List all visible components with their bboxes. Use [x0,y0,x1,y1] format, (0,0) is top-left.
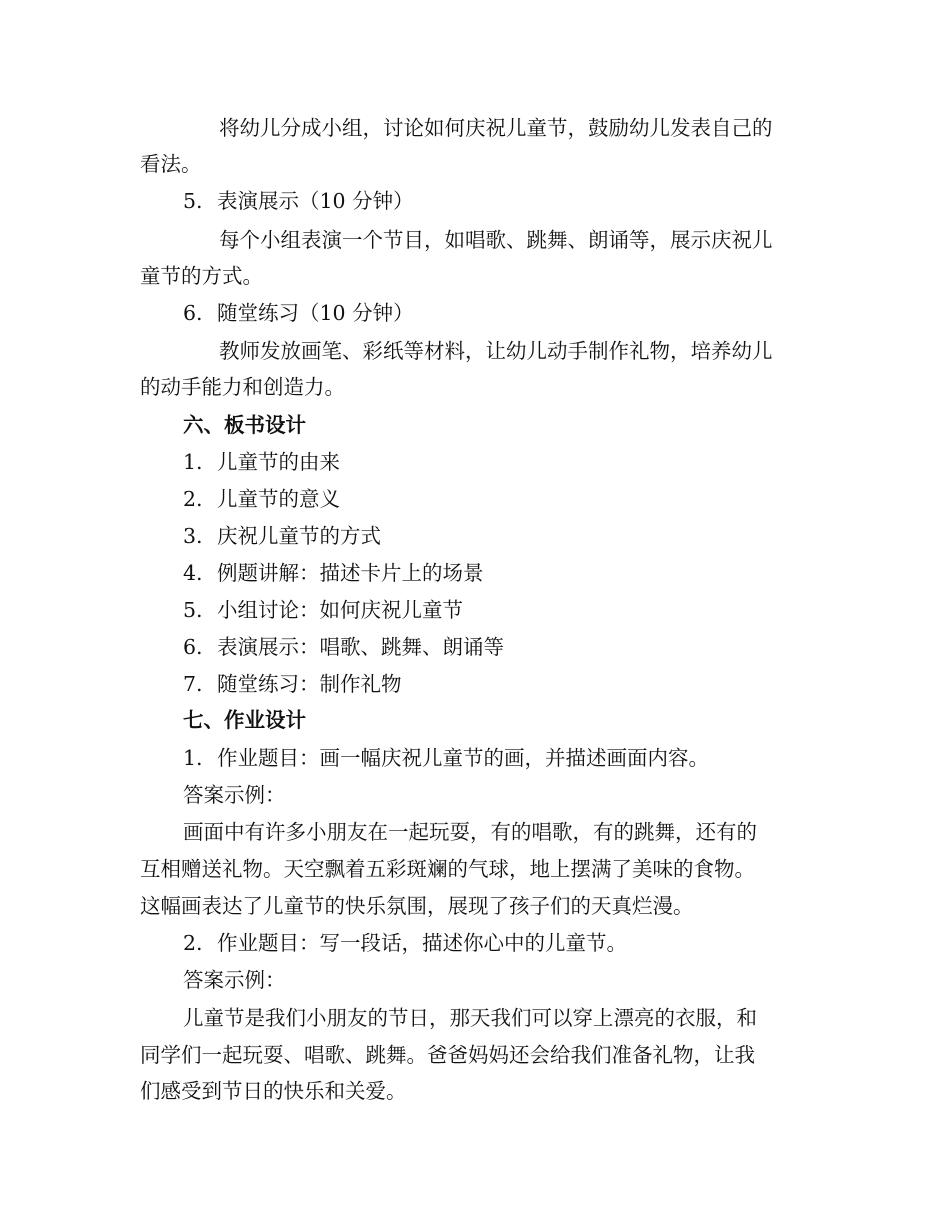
list-number: 3. [183,524,203,548]
step-title: 表演展示（10 分钟） [217,189,414,213]
list-text: 表演展示：唱歌、跳舞、朗诵等 [217,635,504,659]
list-text: 例题讲解：描述卡片上的场景 [217,561,484,585]
answer-line: 同学们一起玩耍、唱歌、跳舞。爸爸妈妈还会给我们准备礼物，让我 [140,1043,755,1067]
list-number: 6. [183,635,203,659]
answer-label: 答案示例： [183,968,286,992]
list-number: 4. [183,561,203,585]
answer-line: 画面中有许多小朋友在一起玩耍，有的唱歌，有的跳舞，还有的 [183,820,757,844]
paragraph-line: 教师发放画笔、彩纸等材料，让幼儿动手制作礼物，培养幼儿 [219,339,773,363]
list-item [183,448,340,476]
list-text: 儿童节的意义 [217,487,340,511]
paragraph-line: 每个小组表演一个节目，如唱歌、跳舞、朗诵等，展示庆祝儿 [219,228,773,252]
paragraph-line: 的动手能力和创造力。 [140,375,345,399]
list-item [183,485,340,513]
step-title: 随堂练习（10 分钟） [217,301,414,325]
list-number: 5. [183,598,203,622]
list-text: 小组讨论：如何庆祝儿童节 [217,598,463,622]
list-item [183,633,504,661]
step-heading-6 [183,299,414,327]
paragraph-line: 看法。 [140,152,202,176]
step-heading-5 [183,187,414,215]
question-text: 作业题目：画一幅庆祝儿童节的画，并描述画面内容。 [217,746,709,770]
list-item [183,670,402,698]
answer-line: 这幅画表达了儿童节的快乐氛围，展现了孩子们的天真烂漫。 [140,894,694,918]
paragraph-line: 将幼儿分成小组，讨论如何庆祝儿童节，鼓励幼儿发表自己的 [219,116,773,140]
list-text: 儿童节的由来 [217,450,340,474]
answer-line: 们感受到节日的快乐和关爱。 [140,1079,407,1103]
section-heading-blackboard: 六、板书设计 [183,413,306,437]
question-text: 作业题目：写一段话，描述你心中的儿童节。 [217,931,627,955]
list-number: 1. [183,450,203,474]
list-number: 2. [183,487,203,511]
list-item [183,559,484,587]
section-heading-homework: 七、作业设计 [183,708,306,732]
answer-label: 答案示例： [183,783,286,807]
step-number: 6. [183,301,203,325]
list-text: 庆祝儿童节的方式 [217,524,381,548]
list-number: 7. [183,672,203,696]
step-number: 5. [183,189,203,213]
homework-question-1 [183,744,709,772]
list-item [183,522,381,550]
list-item [183,596,463,624]
list-text: 随堂练习：制作礼物 [217,672,402,696]
homework-question-2 [183,929,627,957]
paragraph-line: 童节的方式。 [140,264,263,288]
answer-line: 儿童节是我们小朋友的节日，那天我们可以穿上漂亮的衣服，和 [183,1006,757,1030]
answer-line: 互相赠送礼物。天空飘着五彩斑斓的气球，地上摆满了美味的食物。 [140,857,755,881]
question-number: 1. [183,746,203,770]
question-number: 2. [183,931,203,955]
